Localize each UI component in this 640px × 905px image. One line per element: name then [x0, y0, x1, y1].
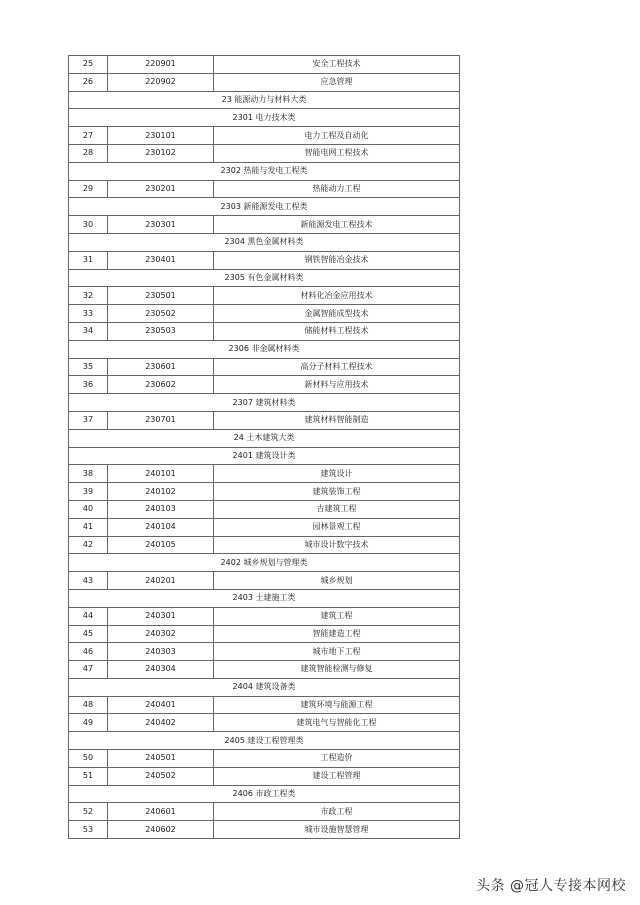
category-row: [69, 429, 460, 447]
category-title: 2305 有色金属材料类: [69, 269, 460, 287]
row-seq: 37: [69, 411, 108, 429]
category-title: 2405 建设工程管理类: [69, 732, 460, 750]
category-title: 2404 建筑设备类: [69, 678, 460, 696]
major-row: [69, 376, 460, 394]
major-name: 城市设计数字技术: [214, 536, 460, 554]
row-seq: 42: [69, 536, 108, 554]
major-code: 230201: [108, 180, 214, 198]
category-row: [69, 678, 460, 696]
row-seq: 26: [69, 73, 108, 91]
major-row: [69, 465, 460, 483]
row-seq: 43: [69, 572, 108, 590]
major-row: [69, 483, 460, 501]
major-name: 城市地下工程: [214, 643, 460, 661]
major-code: 240103: [108, 500, 214, 518]
major-row: [69, 518, 460, 536]
major-code: 240402: [108, 714, 214, 732]
major-code: 230502: [108, 305, 214, 323]
major-name: 热能动力工程: [214, 180, 460, 198]
major-row: [69, 643, 460, 661]
row-seq: 36: [69, 376, 108, 394]
major-row: [69, 750, 460, 768]
major-name: 钢铁智能冶金技术: [214, 251, 460, 269]
row-seq: 30: [69, 216, 108, 234]
category-row: [69, 91, 460, 109]
category-title: 2304 黑色金属材料类: [69, 233, 460, 251]
major-code: 240101: [108, 465, 214, 483]
category-row: [69, 269, 460, 287]
major-row: [69, 216, 460, 234]
major-row: [69, 127, 460, 145]
row-seq: 47: [69, 661, 108, 679]
major-code: 240304: [108, 661, 214, 679]
major-name: 智能建造工程: [214, 625, 460, 643]
major-name: 建设工程管理: [214, 767, 460, 785]
row-seq: 46: [69, 643, 108, 661]
row-seq: 29: [69, 180, 108, 198]
category-row: [69, 162, 460, 180]
major-name: 电力工程及自动化: [214, 127, 460, 145]
category-row: [69, 732, 460, 750]
major-row: [69, 803, 460, 821]
major-row: [69, 305, 460, 323]
category-title: 24 土木建筑大类: [69, 429, 460, 447]
category-row: [69, 198, 460, 216]
category-row: [69, 109, 460, 127]
row-seq: 48: [69, 696, 108, 714]
row-seq: 35: [69, 358, 108, 376]
category-row: [69, 394, 460, 412]
row-seq: 44: [69, 607, 108, 625]
category-title: 2401 建筑设计类: [69, 447, 460, 465]
major-name: 金属智能成型技术: [214, 305, 460, 323]
row-seq: 39: [69, 483, 108, 501]
major-row: [69, 607, 460, 625]
major-name: 储能材料工程技术: [214, 322, 460, 340]
major-code: 240501: [108, 750, 214, 768]
category-title: 2406 市政工程类: [69, 785, 460, 803]
category-row: [69, 233, 460, 251]
category-title: 2306 非金属材料类: [69, 340, 460, 358]
major-row: [69, 714, 460, 732]
major-row: [69, 287, 460, 305]
major-name: 古建筑工程: [214, 500, 460, 518]
major-name: 城乡规划: [214, 572, 460, 590]
major-code: 240502: [108, 767, 214, 785]
major-row: [69, 661, 460, 679]
major-name: 市政工程: [214, 803, 460, 821]
major-code: 240104: [108, 518, 214, 536]
major-row: [69, 251, 460, 269]
major-code: 230602: [108, 376, 214, 394]
major-code: 230601: [108, 358, 214, 376]
category-title: 2403 土建施工类: [69, 589, 460, 607]
major-code: 240201: [108, 572, 214, 590]
major-name: 工程造价: [214, 750, 460, 768]
row-seq: 40: [69, 500, 108, 518]
row-seq: 53: [69, 821, 108, 839]
major-code: 240303: [108, 643, 214, 661]
row-seq: 49: [69, 714, 108, 732]
major-code: 230701: [108, 411, 214, 429]
major-row: [69, 821, 460, 839]
major-code: 240302: [108, 625, 214, 643]
row-seq: 51: [69, 767, 108, 785]
row-seq: 41: [69, 518, 108, 536]
major-code: 240601: [108, 803, 214, 821]
row-seq: 45: [69, 625, 108, 643]
row-seq: 34: [69, 322, 108, 340]
category-row: [69, 589, 460, 607]
major-name: 应急管理: [214, 73, 460, 91]
major-name: 建筑工程: [214, 607, 460, 625]
category-title: 2307 建筑材料类: [69, 394, 460, 412]
major-row: [69, 144, 460, 162]
category-row: [69, 447, 460, 465]
major-code: 220901: [108, 56, 214, 74]
category-row: [69, 785, 460, 803]
row-seq: 33: [69, 305, 108, 323]
major-row: [69, 696, 460, 714]
major-catalog-table: [68, 55, 460, 839]
major-name: 新能源发电工程技术: [214, 216, 460, 234]
major-row: [69, 536, 460, 554]
major-name: 建筑装饰工程: [214, 483, 460, 501]
major-name: 智能电网工程技术: [214, 144, 460, 162]
major-name: 安全工程技术: [214, 56, 460, 74]
category-title: 2302 热能与发电工程类: [69, 162, 460, 180]
major-code: 240105: [108, 536, 214, 554]
major-code: 230101: [108, 127, 214, 145]
major-row: [69, 322, 460, 340]
major-code: 230102: [108, 144, 214, 162]
row-seq: 31: [69, 251, 108, 269]
category-row: [69, 340, 460, 358]
table-body: [69, 56, 460, 839]
category-title: 2402 城乡规划与管理类: [69, 554, 460, 572]
category-row: [69, 554, 460, 572]
major-name: 材料化冶金应用技术: [214, 287, 460, 305]
major-name: 建筑环境与能源工程: [214, 696, 460, 714]
major-name: 高分子材料工程技术: [214, 358, 460, 376]
major-name: 城市设施智慧管理: [214, 821, 460, 839]
major-name: 新材料与应用技术: [214, 376, 460, 394]
major-code: 240602: [108, 821, 214, 839]
major-code: 230503: [108, 322, 214, 340]
major-row: [69, 572, 460, 590]
category-title: 2301 电力技术类: [69, 109, 460, 127]
major-row: [69, 411, 460, 429]
major-row: [69, 180, 460, 198]
major-code: 240401: [108, 696, 214, 714]
major-row: [69, 500, 460, 518]
row-seq: 38: [69, 465, 108, 483]
major-row: [69, 56, 460, 74]
major-name: 园林景观工程: [214, 518, 460, 536]
major-name: 建筑智能检测与修复: [214, 661, 460, 679]
row-seq: 52: [69, 803, 108, 821]
major-row: [69, 358, 460, 376]
major-row: [69, 767, 460, 785]
major-code: 220902: [108, 73, 214, 91]
major-name: 建筑设计: [214, 465, 460, 483]
major-code: 230401: [108, 251, 214, 269]
major-code: 230501: [108, 287, 214, 305]
category-title: 23 能源动力与材料大类: [69, 91, 460, 109]
category-title: 2303 新能源发电工程类: [69, 198, 460, 216]
watermark: 头条 @冠人专接本网校: [476, 878, 626, 894]
major-row: [69, 73, 460, 91]
row-seq: 50: [69, 750, 108, 768]
row-seq: 28: [69, 144, 108, 162]
major-code: 240102: [108, 483, 214, 501]
major-row: [69, 625, 460, 643]
row-seq: 27: [69, 127, 108, 145]
major-name: 建筑电气与智能化工程: [214, 714, 460, 732]
row-seq: 32: [69, 287, 108, 305]
major-code: 230301: [108, 216, 214, 234]
major-code: 240301: [108, 607, 214, 625]
major-name: 建筑材料智能制造: [214, 411, 460, 429]
row-seq: 25: [69, 56, 108, 74]
